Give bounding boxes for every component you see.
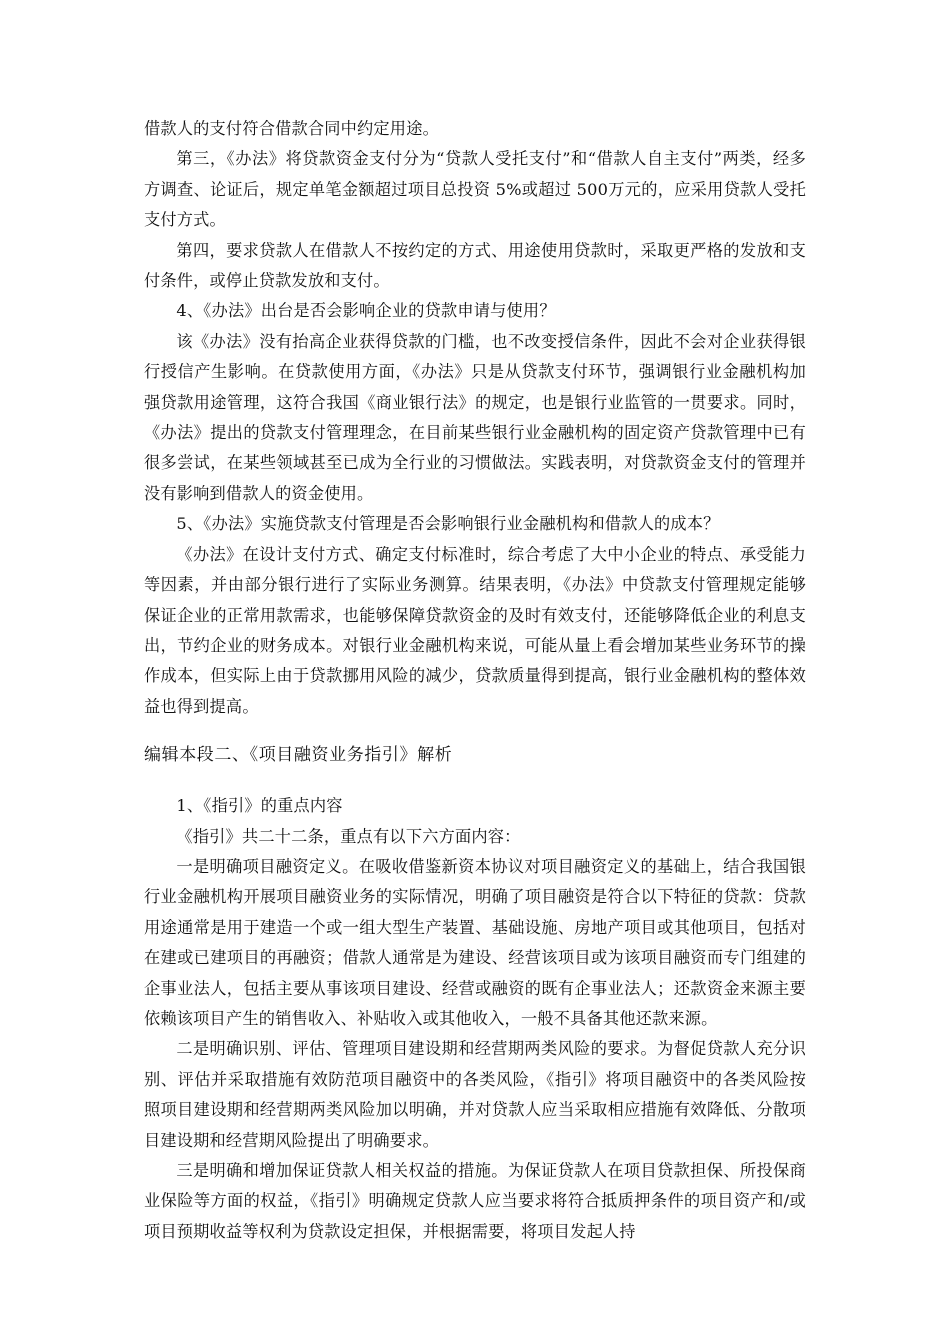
section-heading: 编辑本段二、《项目融资业务指引》解析 <box>144 745 453 766</box>
paragraph: 《办法》在设计支付方式、确定支付标准时，综合考虑了大中小企业的特点、承受能力等因素，并由部分银行进行了实际业务测算。结果表明，《办法》中贷款支付管理规定能够保证企业的正常用款需求，也能够保障贷款资金的及时有效支付，还能够降低企业的利息支出，节约企业的财务成本。对银行业金融机构来说，可能从量上看会增加某些业务环节的操作成本，但实际上由于贷款挪用风险的减少，贷款质量得到提高，银行业金融机构的整体效益也得到提高。 <box>144 544 806 716</box>
question-heading: 5、《办法》实施贷款支付管理是否会影响银行业金融机构和借款人的成本？ <box>176 514 720 534</box>
paragraph: 二是明确识别、评估、管理项目建设期和经营期两类风险的要求。为督促贷款人充分识别、评估并采取措施有效防范项目融资中的各类风险，《指引》将项目融资中的各类风险按照项目建设期和经营期两类风险加以明确，并对贷款人应当采取相应措施有效降低、分散项目建设期和经营期风险提出了明确要求。 <box>144 1039 806 1150</box>
paragraph: 该《办法》没有抬高企业获得贷款的门槛，也不改变授信条件，因此不会对企业获得银行授信产生影响。在贷款使用方面，《办法》只是从贷款支付环节，强调银行业金融机构加强贷款用途管理，这符合我国《商业银行法》的规定，也是银行业监管的一贯要求。同时，《办法》提出的贷款支付管理理念，在目前某些银行业金融机构的固定资产贷款管理中已有很多尝试，在某些领域甚至已成为全行业的习惯做法。实践表明，对贷款资金支付的管理并没有影响到借款人的资金使用。 <box>144 331 806 503</box>
document-body <box>144 114 806 1247</box>
question-heading: 4、《办法》出台是否会影响企业的贷款申请与使用？ <box>176 301 556 321</box>
subsection-heading: 1、《指引》的重点内容 <box>176 796 343 816</box>
paragraph: 借款人的支付符合借款合同中约定用途。 <box>144 119 439 138</box>
paragraph: 三是明确和增加保证贷款人相关权益的措施。为保证贷款人在项目贷款担保、所投保商业保险等方面的权益，《指引》明确规定贷款人应当要求将符合抵质押条件的项目资产和/或项目预期收益等权利为贷款设定担保，并根据需要，将项目发起人持 <box>144 1161 806 1241</box>
paragraph: 第三，《办法》将贷款资金支付分为“贷款人受托支付”和“借款人自主支付”两类，经多方调查、论证后，规定单笔金额超过项目总投资 5%或超过 500万元的，应采用贷款人受托支付方式。 <box>144 149 806 230</box>
paragraph: 一是明确项目融资定义。在吸收借鉴新资本协议对项目融资定义的基础上，结合我国银行业金融机构开展项目融资业务的实际情况，明确了项目融资是符合以下特征的贷款：贷款用途通常是用于建造一个或一组大型生产装置、基础设施、房地产项目或其他项目，包括对在建或已建项目的再融资；借款人通常是为建设、经营该项目或为该项目融资而专门组建的企事业法人，包括主要从事该项目建设、经营或融资的既有企事业法人；还款资金来源主要依赖该项目产生的销售收入、补贴收入或其他收入，一般不具备其他还款来源。 <box>144 856 806 1028</box>
paragraph: 第四，要求贷款人在借款人不按约定的方式、用途使用贷款时，采取更严格的发放和支付条件，或停止贷款发放和支付。 <box>144 240 806 291</box>
paragraph: 《指引》共二十二条，重点有以下六方面内容： <box>176 826 521 846</box>
